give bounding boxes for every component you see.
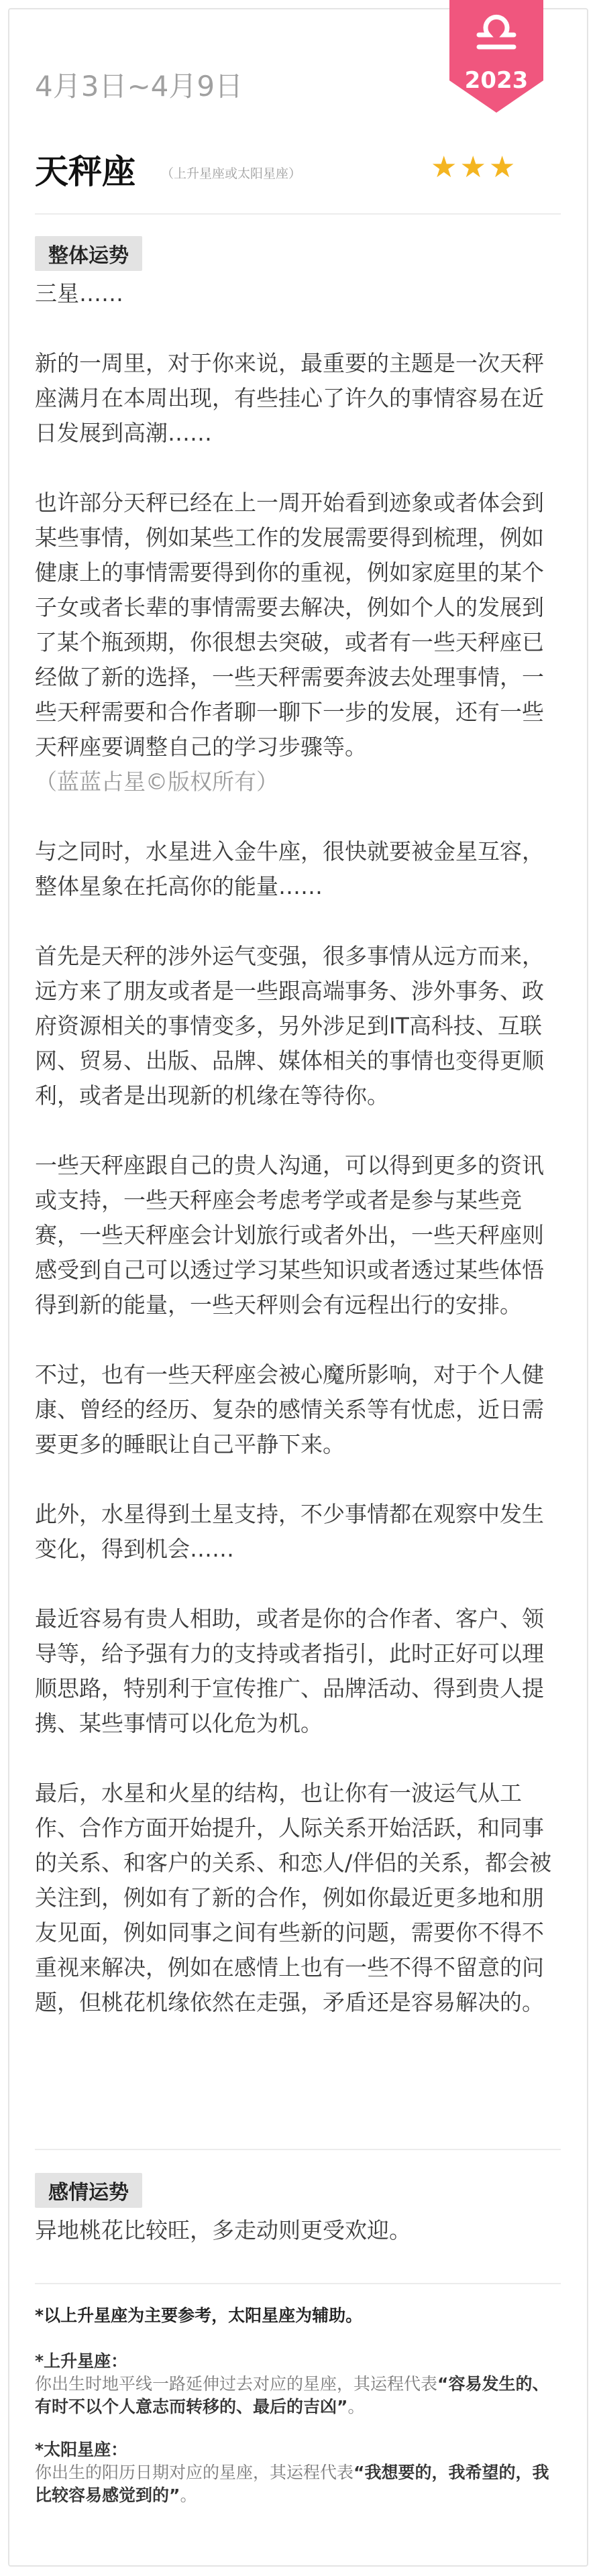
rising-title: *上升星座： (35, 2351, 128, 2371)
overall-text (35, 276, 565, 2020)
rising-desc-end: 。 (347, 2397, 365, 2416)
paragraph: 最近容易有贵人相助，或者是你的合作者、客户、领导等，给予强有力的支持或者指引，此时正好可以理顺思路，特别利于宣传推广、品牌活动、得到贵人提携、某些事情可以化危为机。 (35, 1606, 544, 1736)
sun-quote: “我想要的，我希望的，我比较容易感觉到的” (35, 2463, 549, 2505)
love-label: 感情运势 (35, 2173, 142, 2208)
divider (35, 2283, 561, 2284)
sign-note: （上升星座或太阳星座） (161, 166, 302, 181)
overall-label: 整体运势 (35, 236, 142, 271)
sun-desc (35, 2461, 565, 2507)
paragraph: 与之同时，水星进入金牛座，很快就要被金星互容，整体星象在托高你的能量…… (35, 838, 544, 899)
badge-ribbon (449, 0, 543, 113)
title-row (35, 142, 565, 196)
paragraph: 异地桃花比较旺，多走动则更受欢迎。 (35, 2217, 411, 2243)
copyright-note: （蓝蓝占星©版权所有） (35, 769, 278, 795)
footnotes (35, 2304, 565, 2527)
paragraph: 此外，水星得到土星支持，不少事情都在观察中发生变化，得到机会…… (35, 1501, 544, 1562)
paragraph: 新的一周里，对于你来说，最重要的主题是一次天秤座满月在本周出现，有些挂心了许久的事情容易在近日发展到高潮…… (35, 350, 544, 446)
sign-name: 天秤座 (35, 152, 135, 191)
sun-title: *太阳星座： (35, 2440, 128, 2459)
sun-desc-text: 你出生的阳历日期对应的星座，其运程代表 (35, 2463, 354, 2482)
year-badge (449, 0, 543, 113)
date-range: 4月3日~4月9日 (35, 70, 243, 103)
divider (35, 213, 561, 215)
paragraph: 首先是天秤的涉外运气变强，很多事情从远方而来，远方来了朋友或者是一些跟高端事务、涉外事务、政府资源相关的事情变多，另外涉足到IT高科技、互联网、贸易、出版、品牌、媒体相关的事情也变得更顺利，或者是出现新的机缘在等待你。 (35, 943, 544, 1109)
sun-desc-end: 。 (180, 2485, 197, 2505)
badge-year: 2023 (464, 67, 529, 94)
rising-desc (35, 2373, 565, 2418)
divider (35, 2149, 561, 2150)
love-text (35, 2213, 565, 2248)
paragraph: 也许部分天秤已经在上一周开始看到迹象或者体会到某些事情，例如某些工作的发展需要得到梳理，例如健康上的事情需要得到你的重视，例如家庭里的某个子女或者长辈的事情需要去解决，例如个人的发展到了某个瓶颈期，你很想去突破，或者有一些天秤座已经做了新的选择，一些天秤需要奔波去处理事情，一些天秤需要和合作者聊一聊下一步的发展，还有一些天秤座要调整自己的学习步骤等。 (35, 490, 544, 760)
rising-quote: “容易发生的、有时不以个人意志而转移的、最后的吉凶” (35, 2374, 549, 2416)
paragraph: 三星…… (35, 280, 123, 306)
paragraph: 最后，水星和火星的结构，也让你有一波运气从工作、合作方面开始提升，人际关系开始活跃，和同事的关系、和客户的关系、和恋人/伴侣的关系，都会被关注到，例如有了新的合作，例如你最近更多地和朋友见面，例如同事之间有些新的问题，需要你不得不重视来解决，例如在感情上也有一些不得不留意的问题，但桃花机缘依然在走强，矛盾还是容易解决的。 (35, 1780, 552, 2015)
star-rating: ★★★ (431, 150, 519, 184)
paragraph: 一些天秤座跟自己的贵人沟通，可以得到更多的资讯或支持，一些天秤座会考虑考学或者是参与某些竞赛，一些天秤座会计划旅行或者外出，一些天秤座则感受到自己可以透过学习某些知识或者透过某些体悟得到新的能量，一些天秤则会有远程出行的安排。 (35, 1152, 544, 1318)
paragraph: 不过，也有一些天秤座会被心魔所影响，对于个人健康、曾经的经历、复杂的感情关系等有忧虑，近日需要更多的睡眠让自己平静下来。 (35, 1361, 544, 1457)
footnote-lead: *以上升星座为主要参考，太阳星座为辅助。 (35, 2306, 363, 2325)
rising-desc-text: 你出生时地平线一路延伸过去对应的星座，其运程代表 (35, 2374, 438, 2394)
